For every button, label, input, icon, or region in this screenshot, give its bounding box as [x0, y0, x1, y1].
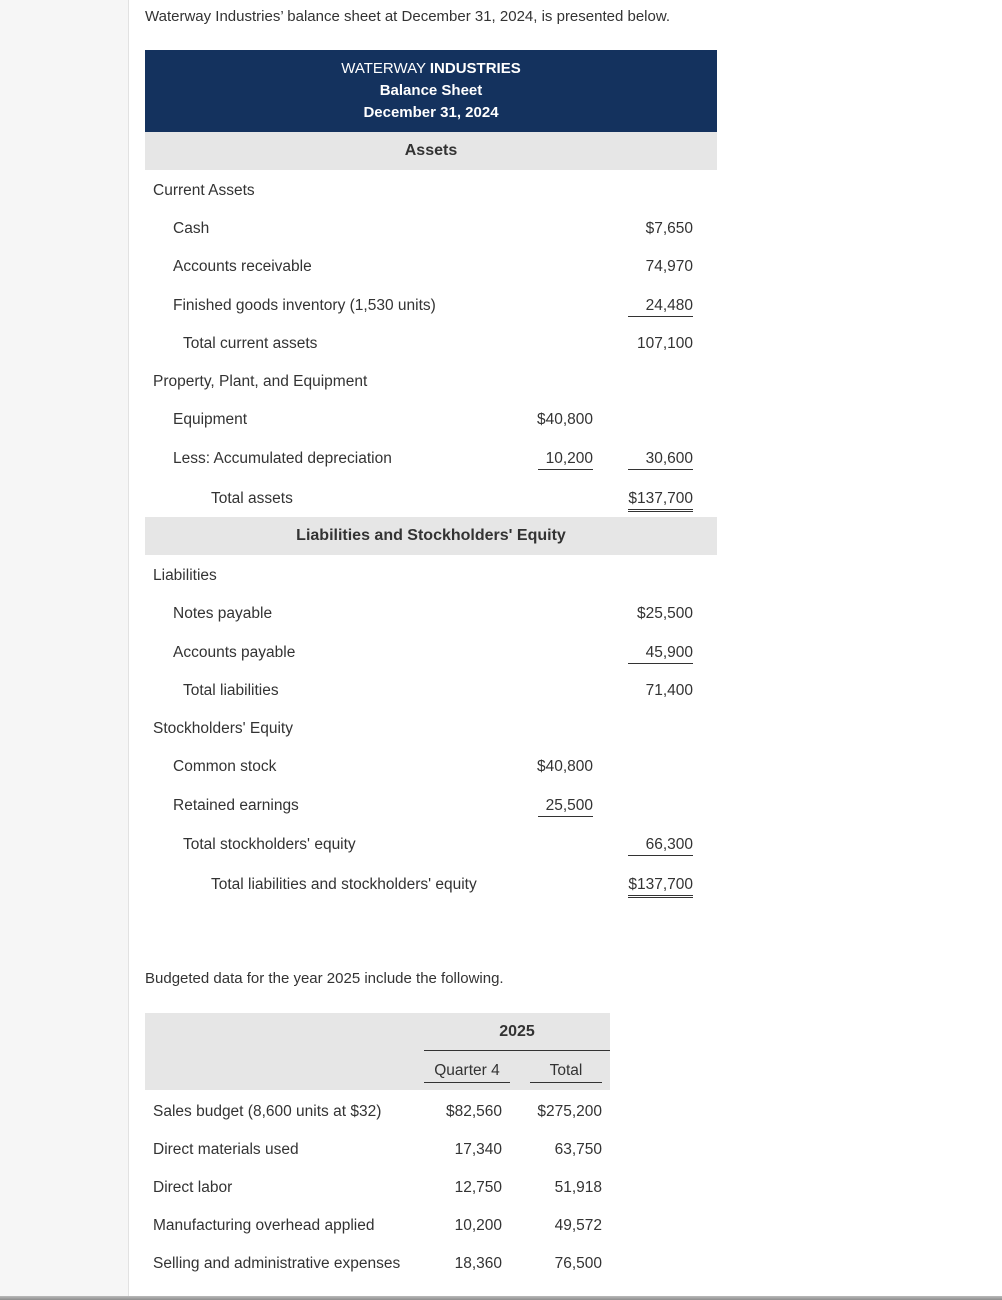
budget-year-rule	[424, 1050, 610, 1051]
equity-heading: Stockholders' Equity	[153, 720, 293, 737]
company-name: WATERWAY INDUSTRIES	[341, 60, 521, 77]
total-equity-row: Total stockholders' equity 66,300	[145, 832, 717, 862]
accounts-payable-row: Accounts payable 45,900	[145, 640, 717, 670]
ppe-heading: Property, Plant, and Equipment	[153, 373, 368, 390]
intro-text: Waterway Industries’ balance sheet at December 31, 2024, is presented below.	[145, 8, 671, 25]
equipment-row: Equipment $40,800	[173, 411, 593, 428]
budget-row-sales: Sales budget (8,600 units at $32) $82,560 $275,200	[153, 1103, 602, 1120]
bottom-scroll-edge	[0, 1296, 1002, 1300]
accumulated-depreciation-row: Less: Accumulated depreciation 10,200 30,600	[145, 446, 717, 476]
col-total: Total	[530, 1062, 602, 1083]
total-assets-row: Total assets $137,700	[145, 486, 717, 516]
notes-payable-row: Notes payable $25,500	[173, 605, 693, 622]
accounts-receivable-row: Accounts receivable 74,970	[173, 258, 693, 275]
liabilities-equity-band: Liabilities and Stockholders' Equity	[145, 517, 717, 555]
total-current-assets-row: Total current assets 107,100	[183, 335, 693, 352]
budget-intro-text: Budgeted data for the year 2025 include the following.	[145, 970, 504, 987]
budget-year-heading: 2025	[499, 1023, 535, 1040]
budget-row-direct-materials: Direct materials used 17,340 63,750	[153, 1141, 602, 1158]
total-liabilities-row: Total liabilities 71,400	[183, 682, 693, 699]
common-stock-row: Common stock $40,800	[173, 758, 593, 775]
statement-title: Balance Sheet	[379, 82, 483, 99]
cash-row: Cash $7,650	[173, 220, 693, 237]
left-sidebar-rail	[0, 0, 129, 1300]
col-quarter-4: Quarter 4	[424, 1062, 510, 1083]
statement-date: December 31, 2024	[363, 104, 499, 121]
current-assets-heading: Current Assets	[153, 182, 255, 199]
finished-goods-row: Finished goods inventory (1,530 units) 24,480	[145, 293, 717, 323]
liabilities-heading: Liabilities	[153, 567, 217, 584]
budget-row-overhead: Manufacturing overhead applied 10,200 49,572	[153, 1217, 602, 1234]
retained-earnings-row: Retained earnings 25,500	[145, 793, 717, 823]
budget-row-selling-admin: Selling and administrative expenses 18,360 76,500	[153, 1255, 602, 1272]
total-liabilities-equity-row: Total liabilities and stockholders' equity $137,700	[145, 872, 717, 902]
budget-row-direct-labor: Direct labor 12,750 51,918	[153, 1179, 602, 1196]
balance-sheet-header	[145, 50, 717, 132]
assets-band: Assets	[145, 132, 717, 170]
